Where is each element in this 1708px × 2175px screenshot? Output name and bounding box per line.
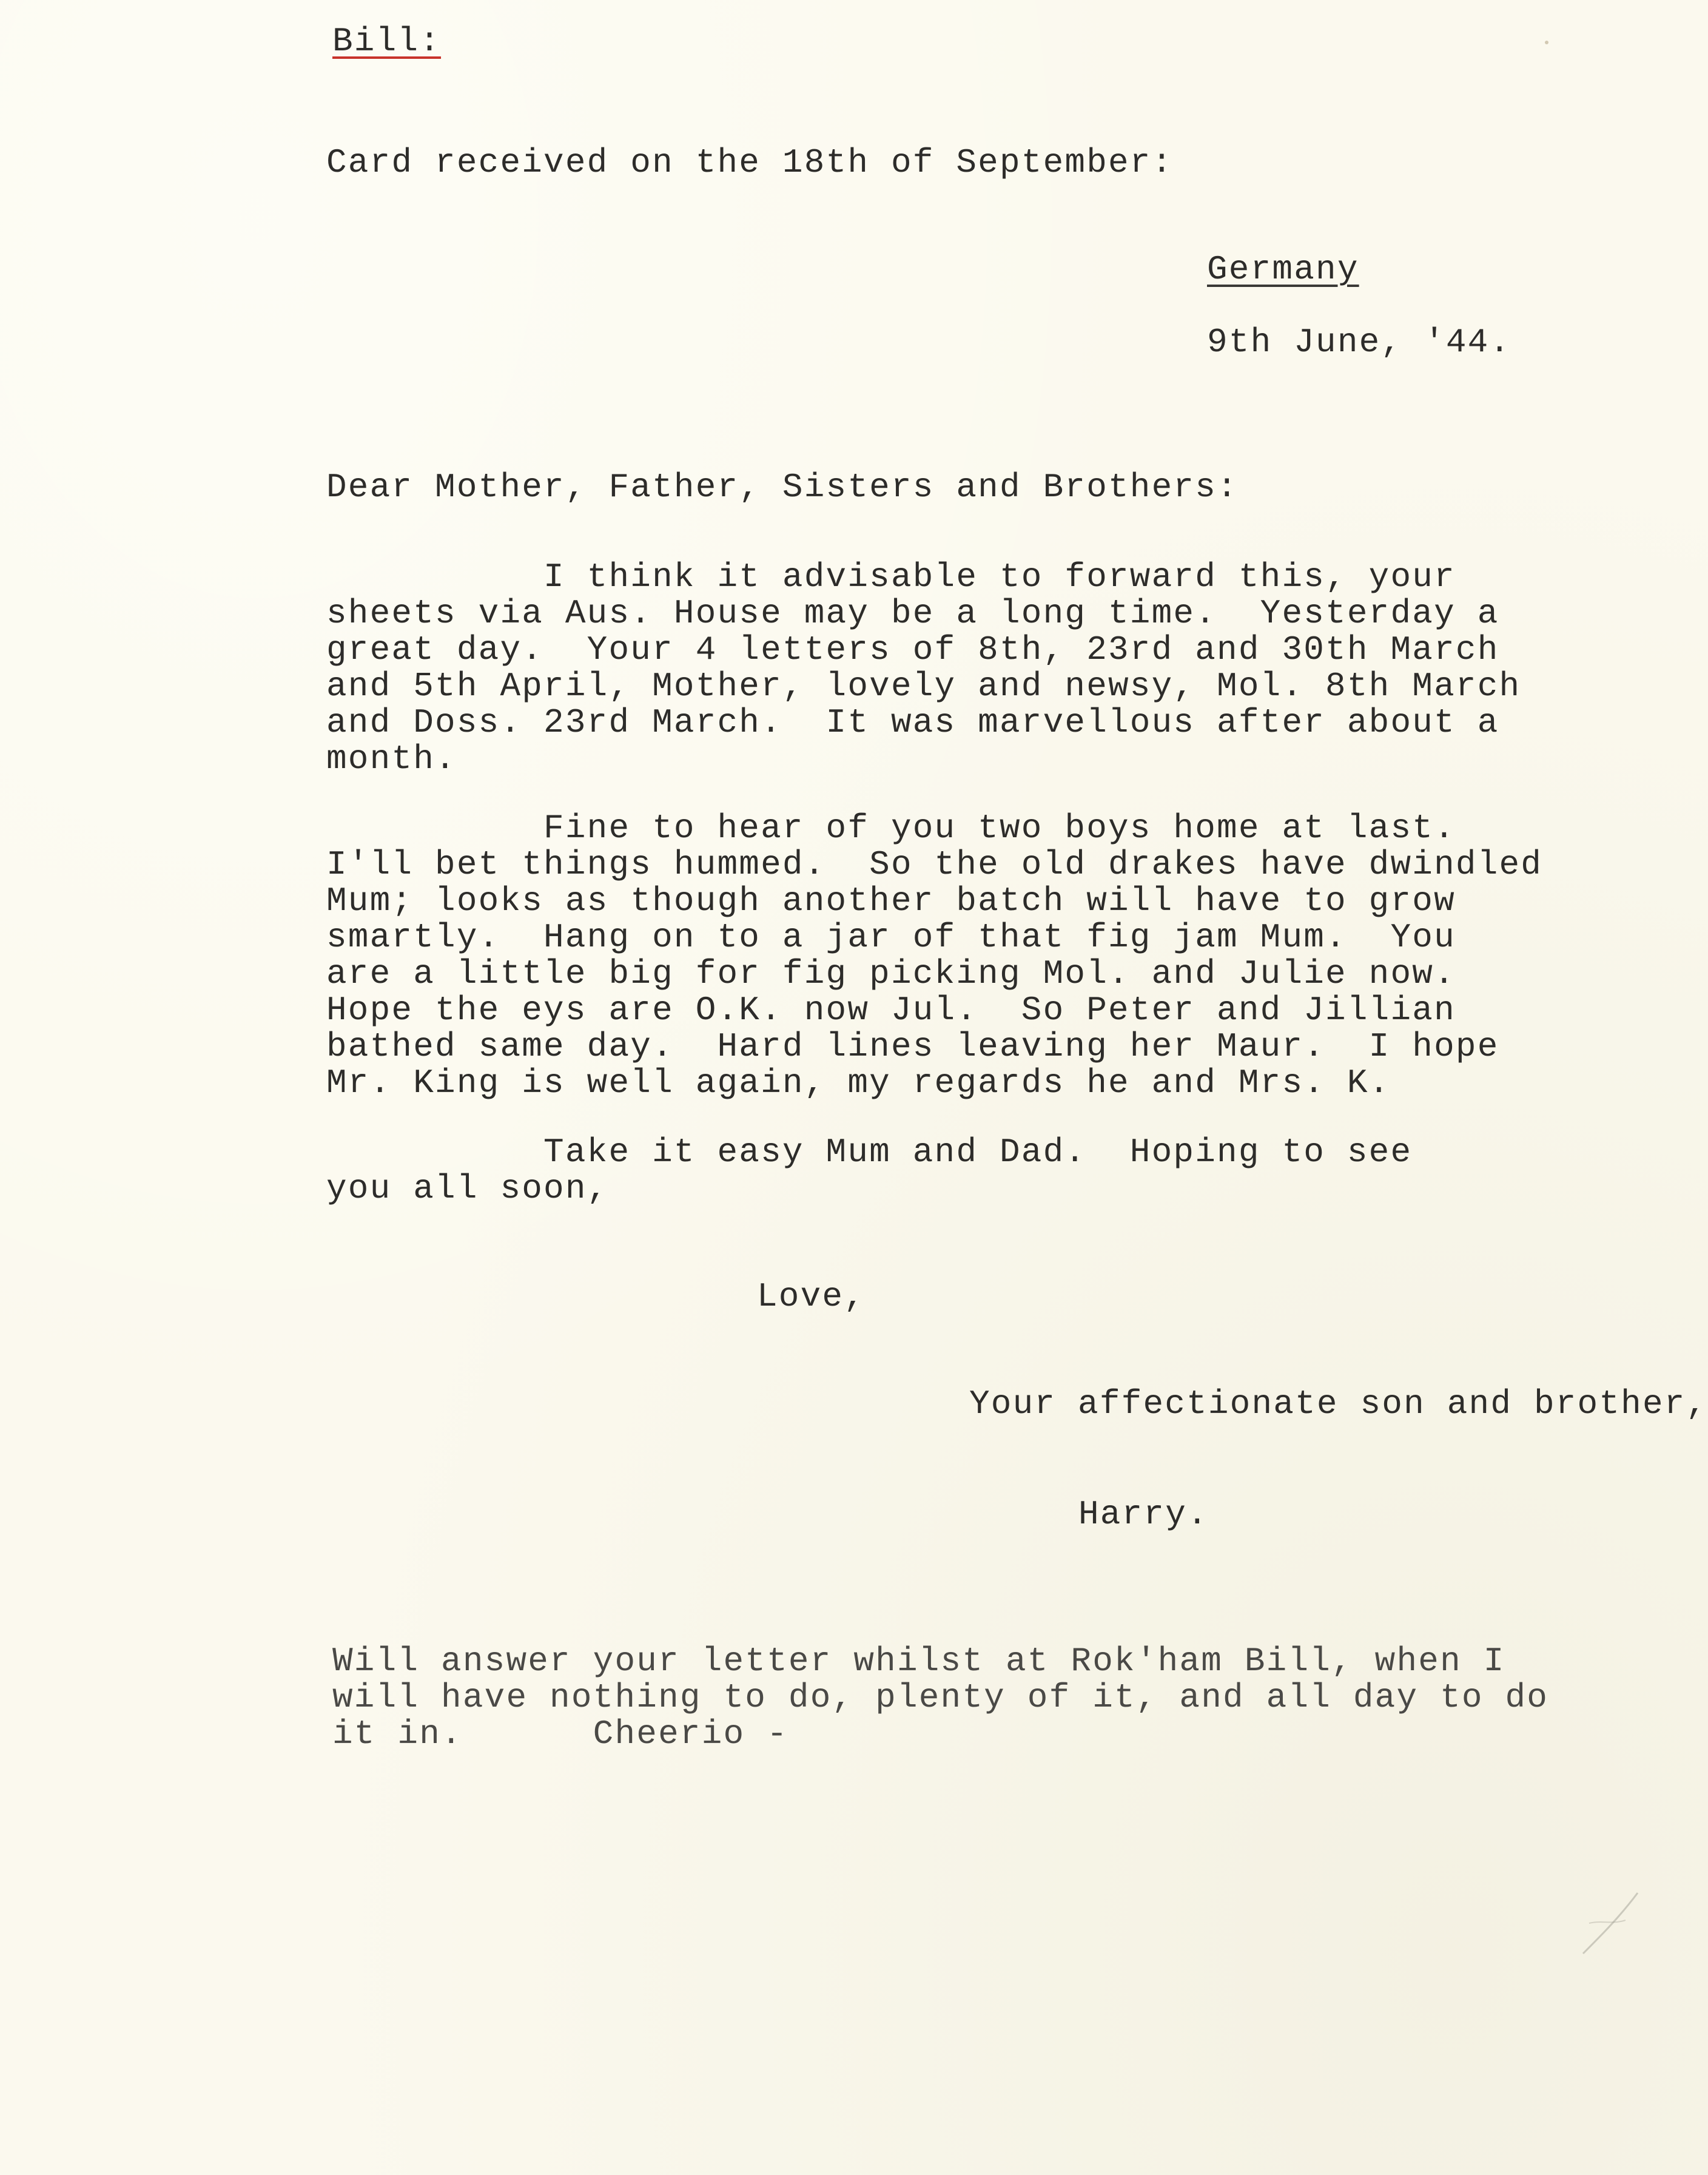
letter-signature: Harry. [1078,1495,1209,1534]
body-paragraph-2: Fine to hear of you two boys home at last. I'll bet things hummed. So the old drakes have dwindled Mum; looks as though another batch will have to grow smartly. Hang on to a jar of that fig jam Mum. You are a little big for fig picking Mol. and Julie now. Hope the eys are O.K. now Jul. So Peter and Jillian bathed same day. Hard lines leaving her Maur. I hope Mr. King is well again, my regards he and Mrs. K. [326,809,1543,1102]
letter-signoff: Your affectionate son and brother, [969,1384,1708,1423]
letter-closing: Love, [757,1277,866,1316]
top-salutation: Bill: [332,22,442,61]
card-received-note: Card received on the 18th of September: [326,143,1174,182]
letter-date: 9th June, '44. [1207,323,1511,362]
letter-greeting: Dear Mother, Father, Sisters and Brothers: [326,468,1239,507]
paper-speck-mark [1541,36,1553,49]
body-paragraph-1: I think it advisable to forward this, your sheets via Aus. House may be a long time. Yesterday a great day. Your 4 letters of 8th, 23rd and 30th March and 5th April, Mother, lovely and newsy, Mol. 8th March and Doss. 23rd March. It was marvellous after about a month. [326,558,1521,778]
paper-crease-mark [1577,1887,1644,1960]
postscript: Will answer your letter whilst at Rok'ham Bill, when I will have nothing to do, plenty of it, and all day to do it in. Cheerio - [332,1642,1549,1753]
body-paragraph-3: Take it easy Mum and Dad. Hoping to see you all soon, [326,1133,1413,1208]
letter-place: Germany [1207,250,1359,289]
